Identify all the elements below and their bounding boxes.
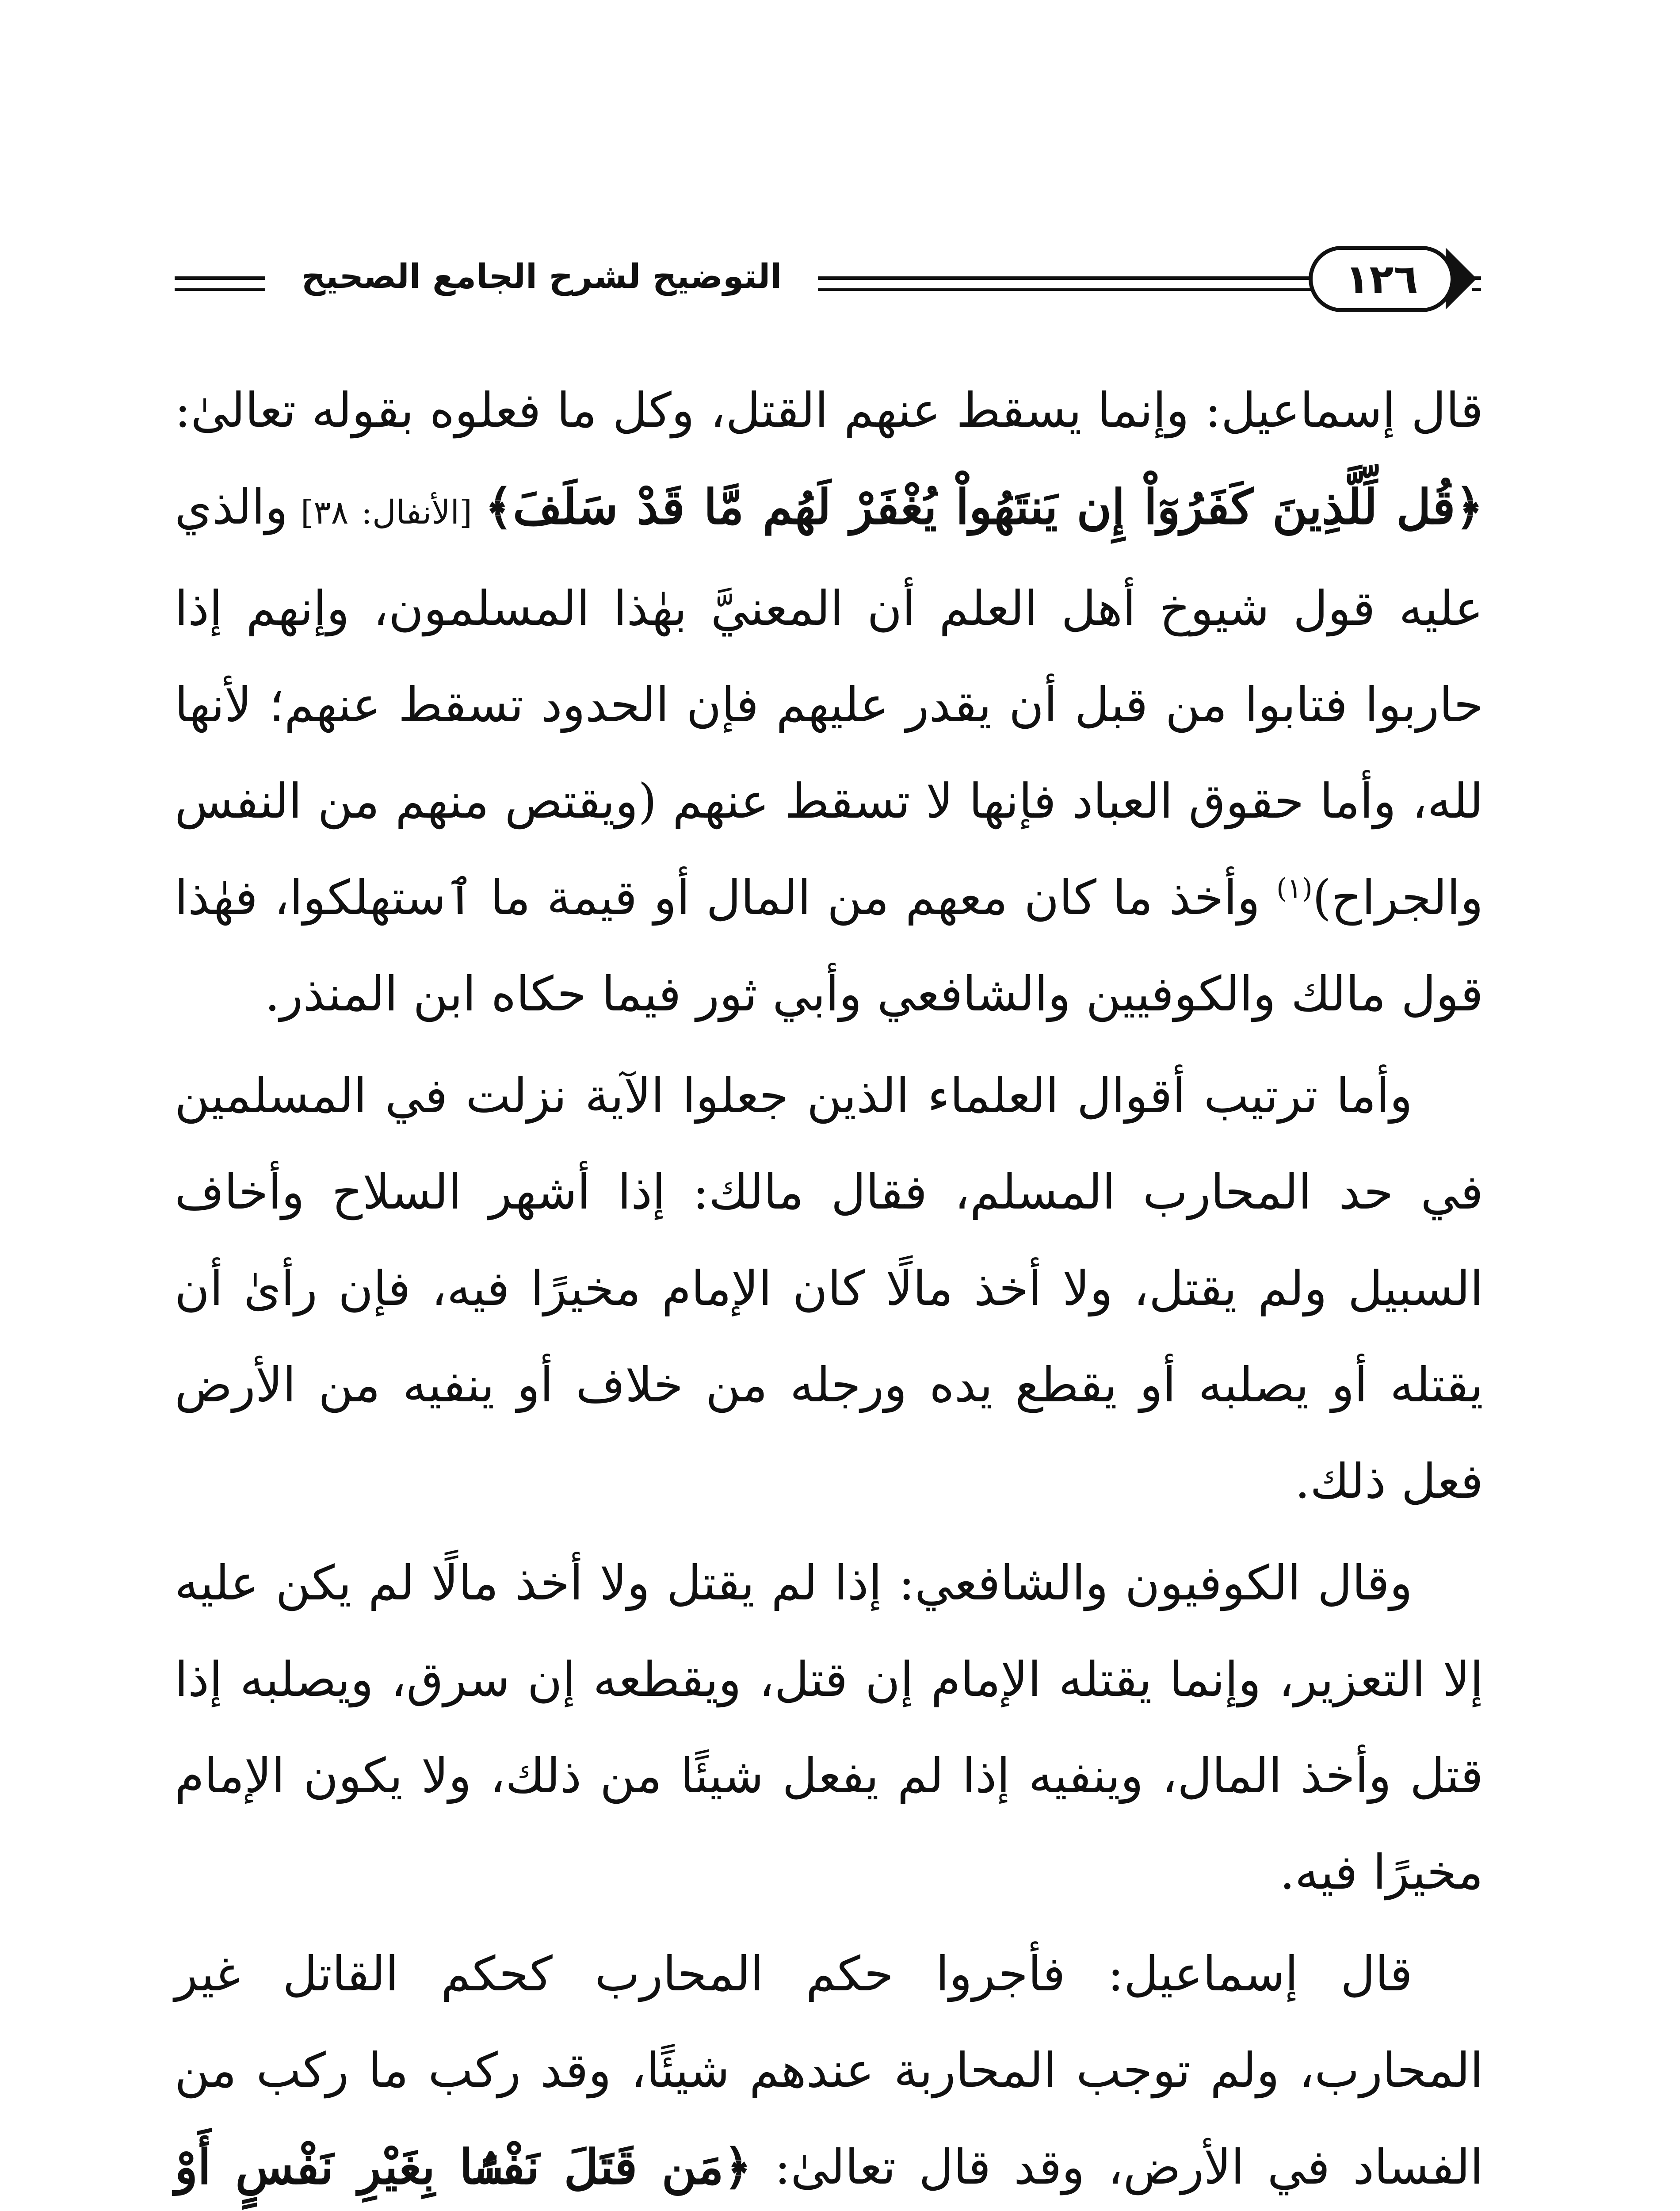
paragraph-1-text-b: والذي عليه قول شيوخ أهل العلم أن المعنيَّ بهٰذا المسلمون، وإنهم إذا حاربوا فتابوا من قبل أن يقدر عليهم فإن الحدود تسقط عنهم؛ لأنها لله، وأما حقوق العباد فإنها لا تسقط عنهم (ويقتص منهم من النفس والجراح) <box>175 480 1483 926</box>
paragraph-1-text-c: وأخذ ما كان معهم من المال أو قيمة ما ٱستهلكوا، فهٰذا قول مالك والكوفيين والشافعي وأبي ثور فيما حكاه ابن المنذر. <box>175 870 1483 1022</box>
paragraph-3: وقال الكوفيون والشافعي: إذا لم يقتل ولا أخذ مالًا لم يكن عليه إلا التعزير، وإنما يقتله الإمام إن قتل، ويقطعه إن سرق، ويصلبه إذا قتل وأخذ المال، وينفيه إذا لم يفعل شيئًا من ذلك، ولا يكون الإمام مخيرًا فيه. <box>175 1556 1483 1900</box>
quran-verse-maidah: ﴿مَن قَتَلَ نَفْسًۢا بِغَيْرِ نَفْسٍ أَوْ <box>175 2139 752 2195</box>
paragraph-1 <box>175 363 1483 1043</box>
running-header-title: التوضيح لشرح الجامع الصحيح <box>265 254 818 298</box>
paragraph-4 <box>175 1926 1483 2211</box>
paragraph-1-text-a: قال إسماعيل: وإنما يسقط عنهم القتل، وكل ما فعلوه بقوله تعالىٰ: <box>175 383 1483 438</box>
footnote-reference: (١) <box>1276 872 1313 904</box>
quran-verse-anfal: ﴿قُل لِّلَّذِينَ كَفَرُوٓاْ إِن يَنتَهُواْ يُغْفَرْ لَهُم مَّا قَدْ سَلَفَ﴾ <box>485 479 1483 535</box>
paragraph-2: وأما ترتيب أقوال العلماء الذين جعلوا الآية نزلت في المسلمين في حد المحارب المسلم، فقال مالك: إذا أشهر السلاح وأخاف السبيل ولم يقتل، ولا أخذ مالًا كان الإمام مخيرًا فيه، فإن رأىٰ أن يقتله أو يصلبه أو يقطع يده ورجله من خلاف أو ينفيه من الأرض فعل ذلك. <box>175 1068 1484 1509</box>
main-text <box>175 363 1483 2211</box>
page-number: ١٢٦ <box>1309 246 1455 312</box>
verse-citation-anfal: [الأنفال: ٣٨] <box>288 493 485 532</box>
paragraph-4-text-a: قال إسماعيل: فأجروا حكم المحارب كحكم القاتل غير المحارب، ولم توجب المحاربة عندهم شيئًا، وقد ركب ما ركب من الفساد في الأرض، وقد قال تعالىٰ: <box>175 1947 1484 2195</box>
